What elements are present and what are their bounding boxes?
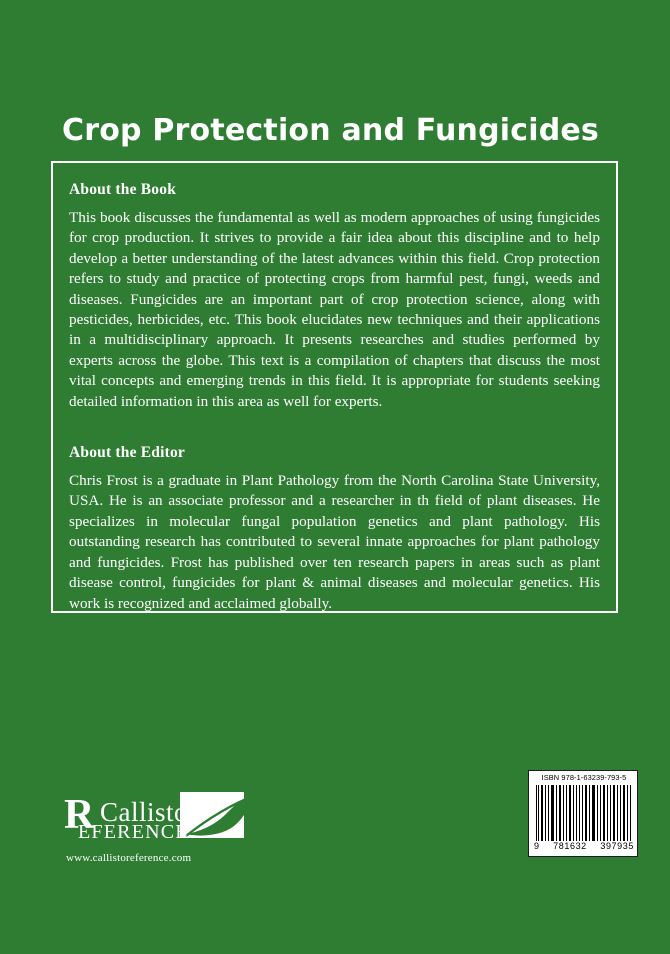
leaf-icon xyxy=(180,792,276,844)
isbn-label: ISBN 978-1-63239-793-5 xyxy=(541,773,627,782)
ean-digits xyxy=(531,841,637,851)
description-panel xyxy=(51,161,618,613)
ean-left-digits: 781632 xyxy=(553,841,587,851)
isbn-barcode xyxy=(528,770,638,857)
barcode-bars xyxy=(536,785,632,841)
logo-word-reference: EFERENCE xyxy=(78,821,189,843)
about-the-book-text: This book discusses the fundamental as well as modern approaches of using fungicides for crop production. It strives to provide a fair idea about this discipline and to help develop a better understanding of the latest advances within this field. Crop protection refers to study and practice of protecting crops from harmful pest, fungi, weeds and diseases. Fungicides are an important part of crop protection science, along with pesticides, herbicides, etc. This book elucidates new techniques and their applications in a multidisciplinary approach. It presents researches and studies performed by experts across the globe. This text is a compilation of chapters that discuss the most vital concepts and emerging trends in this field. It is appropriate for students seeking detailed information in this area as well for experts. xyxy=(69,209,600,410)
publisher-logo xyxy=(64,792,284,872)
logo-letter-r: R xyxy=(64,792,95,838)
ean-right-digits: 397935 xyxy=(600,841,634,851)
publisher-website: www.callistoreference.com xyxy=(66,852,192,864)
about-the-editor-text: Chris Frost is a graduate in Plant Pathology from the North Carolina State University, USA. He is an associate professor and a researcher in th field of plant diseases. He specializes in molecular fungal population genetics and plant pathology. His outstanding research has contributed to several innate approaches for plant pathology and fungicides. Frost has published over ten research papers in areas such as plant disease control, fungicides for plant & animal diseases and molecular genetics. His work is recognized and acclaimed globally. xyxy=(69,472,600,612)
ean-prefix-digit: 9 xyxy=(534,841,540,851)
logo-word-callisto: Callisto xyxy=(100,797,189,827)
page-title: Crop Protection and Fungicides xyxy=(62,113,599,149)
about-the-book-heading: About the Book xyxy=(69,181,177,198)
about-the-editor-heading: About the Editor xyxy=(69,444,186,462)
